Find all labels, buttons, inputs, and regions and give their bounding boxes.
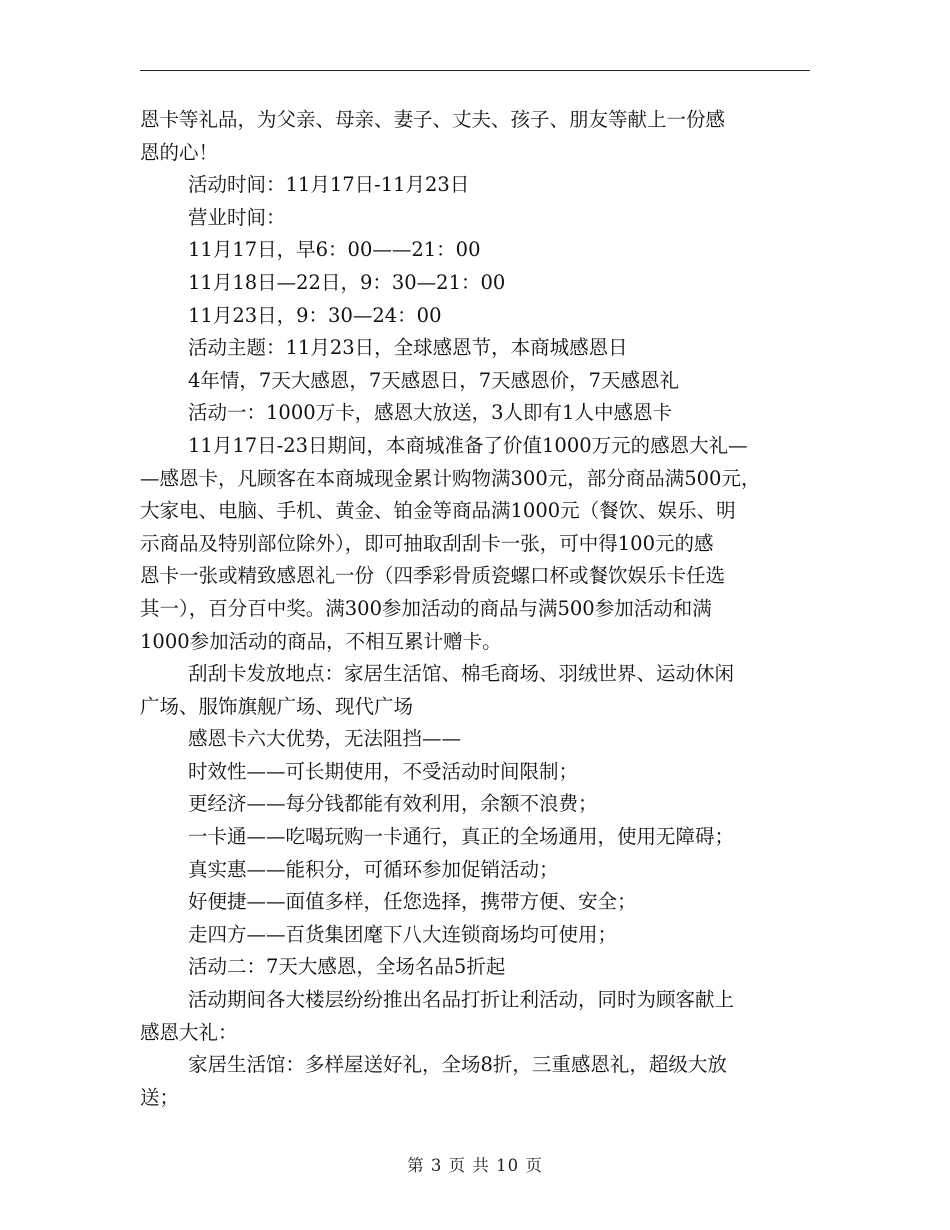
text-line: 营业时间： [188,205,286,229]
text-line: 示商品及特别部位除外），即可抽取刮刮卡一张，可中得100元的感 [140,531,714,555]
text-line: 4年情，7天大感恩，7天感恩日，7天感恩价，7天感恩礼 [188,368,680,392]
text-line: 刮刮卡发放地点：家居生活馆、棉毛商场、羽绒世界、运动休闲 [188,662,735,686]
text-line: 广场、服饰旗舰广场、现代广场 [140,694,414,718]
document-body [140,104,820,1114]
text-line: 大家电、电脑、手机、黄金、铂金等商品满1000元（餐饮、娱乐、明 [140,499,736,523]
text-line: 时效性——可长期使用，不受活动时间限制； [188,759,579,783]
text-line: 一卡通——吃喝玩购一卡通行，真正的全场通用，使用无障碍； [188,825,735,849]
text-line: 感恩大礼： [140,1020,238,1044]
text-line: 恩卡一张或精致感恩礼一份（四季彩骨质瓷螺口杯或餐饮娱乐卡任选 [140,564,726,588]
text-line: 其一），百分百中奖。满300参加活动的商品与满500参加活动和满 [140,596,712,620]
text-line: 活动二：7天大感恩，全场名品5折起 [188,955,506,979]
page-number: 第 3 页 共 10 页 [407,1156,543,1175]
text-line: 感恩卡六大优势，无法阻挡—— [188,727,462,751]
text-line: 11月17日，早6：00——21：00 [188,238,481,262]
text-line: 走四方——百货集团麾下八大连锁商场均可使用； [188,922,618,946]
text-line: 恩卡等礼品，为父亲、母亲、妻子、丈夫、孩子、朋友等献上一份感 [140,108,726,131]
text-line: 真实惠——能积分，可循环参加促销活动； [188,857,559,881]
text-line: 11月17日-23日期间，本商城准备了价值1000万元的感恩大礼— [188,433,748,457]
text-line: 好便捷——面值多样，任您选择，携带方便、安全； [188,890,637,914]
text-line: 更经济——每分钱都能有效利用，余额不浪费； [188,792,598,816]
header-rule [140,70,810,71]
text-line: 恩的心！ [140,140,219,164]
text-line: 活动一：1000万卡，感恩大放送，3人即有1人中感恩卡 [188,401,672,425]
text-line: 1000参加活动的商品，不相互累计赠卡。 [140,629,502,653]
text-line: 送； [140,1085,180,1109]
text-line: 11月18日—22日，9：30—21：00 [188,270,506,294]
text-line: 11月23日，9：30—24：00 [188,303,442,327]
text-line: 活动期间各大楼层纷纷推出名品打折让利活动，同时为顾客献上 [188,988,735,1012]
text-line: —感恩卡，凡顾客在本商城现金累计购物满300元，部分商品满500元， [140,466,761,490]
text-line: 活动时间：11月17日-11月23日 [188,173,470,197]
text-line: 活动主题：11月23日，全球感恩节，本商城感恩日 [188,336,628,360]
text-line: 家居生活馆：多样屋送好礼，全场8折，三重感恩礼，超级大放 [188,1053,727,1077]
